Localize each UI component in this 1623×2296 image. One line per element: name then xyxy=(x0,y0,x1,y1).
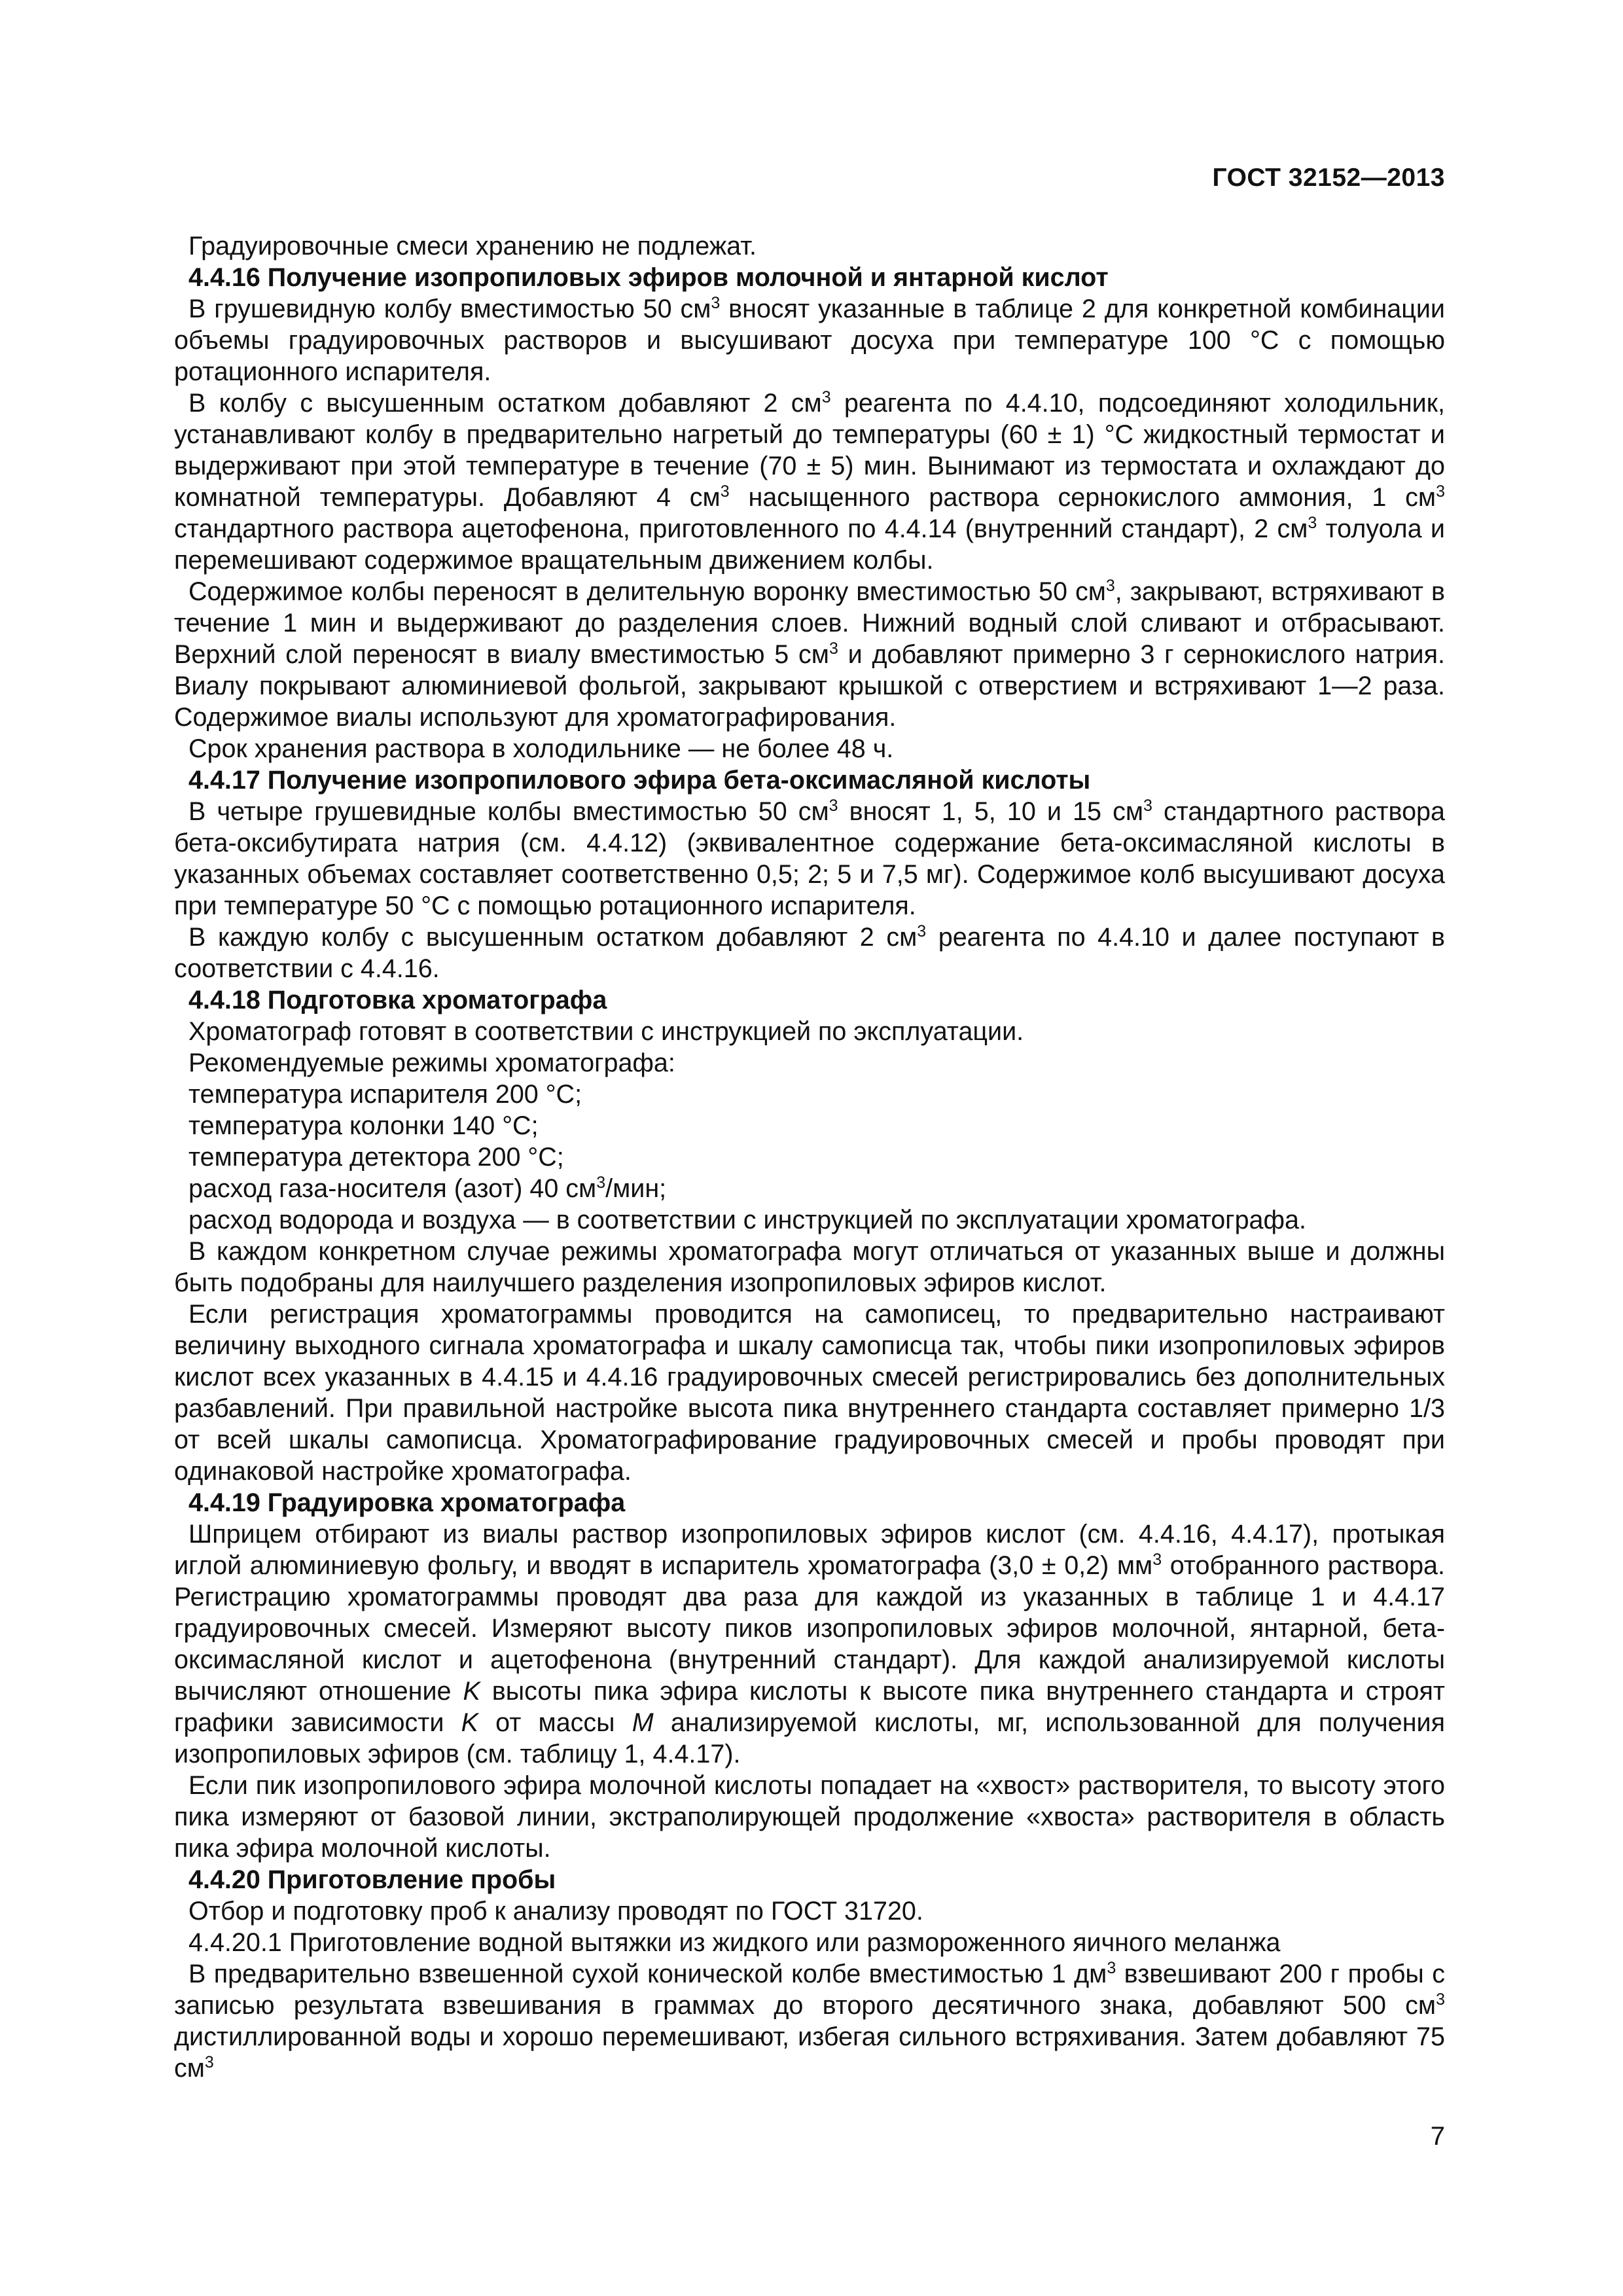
list-item: температура колонки 140 °С; xyxy=(188,1111,539,1140)
section-heading-4-4-20: 4.4.20 Приготовление пробы xyxy=(188,1865,556,1894)
document-body xyxy=(174,230,1445,2084)
paragraph: В грушевидную колбу вместимостью 50 $см^3$ вносят указанные в таблице 2 для конкретной комбинации объемы градуировочных растворов и высушивают досуха при температуре 100 °С с помощью ротационного испарителя. xyxy=(174,293,1446,386)
list-item: температура детектора 200 °С; xyxy=(188,1143,564,1172)
section-heading-4-4-19: 4.4.19 Градуировка хроматографа xyxy=(188,1488,626,1517)
paragraph: Срок хранения раствора в холодильнике — не более 48 ч. xyxy=(188,734,894,763)
paragraph: В каждом конкретном случае режимы хроматографа могут отличаться от указанных выше и должны быть подобраны для наилучшего разделения изопропиловых эфиров кислот. xyxy=(174,1237,1445,1297)
section-heading-4-4-16: 4.4.16 Получение изопропиловых эфиров молочной и янтарной кислот xyxy=(188,263,1109,292)
subsection-heading: 4.4.20.1 Приготовление водной вытяжки из жидкого или размороженного яичного меланжа xyxy=(188,1928,1281,1957)
paragraph: Отбор и подготовку проб к анализу проводят по ГОСТ 31720. xyxy=(188,1897,923,1926)
paragraph: В каждую колбу с высушенным остатком добавляют 2 $см^3$ реагента по 4.4.10 и далее поступают в соответствии с 4.4.16. xyxy=(174,922,1445,983)
paragraph: Если пик изопропилового эфира молочной кислоты попадает на «хвост» растворителя, то высоту этого пика измеряют от базовой линии, экстраполирующей продолжение «хвоста» растворителя в область пика эфира молочной кислоты. xyxy=(174,1771,1445,1863)
section-heading-4-4-18: 4.4.18 Подготовка хроматографа xyxy=(188,986,607,1014)
list-item: температура испарителя 200 °С; xyxy=(188,1080,582,1109)
paragraph: В предварительно взвешенной сухой конической колбе вместимостью 1 $дм^3$ взвешивают 200 г пробы с записью результата взвешивания в граммах до второго десятичного знака, добавляют 500 $см^3$ дистиллированной воды и хорошо перемешивают, избегая сильного встряхивания. Затем добавляют 75 $см^3$ xyxy=(174,1958,1445,2083)
paragraph: В четыре грушевидные колбы вместимостью 50 $см^3$ вносят 1, 5, 10 и 15 $см^3$ стандартного раствора бета-оксибутирата натрия (см. 4.4.12) (эквивалентное содержание бета-оксимасляной кислоты в указанных объемах составляет соответственно 0,5; 2; 5 и 7,5 мг). Содержимое колб высушивают досуха при температуре 50 °С с помощью ротационного испарителя. xyxy=(174,796,1445,920)
list-item: расход водорода и воздуха — в соответствии с инструкцией по эксплуатации хроматографа. xyxy=(188,1206,1306,1234)
paragraph: Хроматограф готовят в соответствии с инструкцией по эксплуатации. xyxy=(188,1017,1024,1046)
paragraph: Шприцем отбирают из виалы раствор изопропиловых эфиров кислот (см. 4.4.16, 4.4.17), протыкая иглой алюминиевую фольгу, и вводят в испаритель хроматографа (3,0 ± 0,2) $мм^3$ отобранного раствора. Регистрацию хроматограммы проводят два раза для каждой из указанных в таблице 1 и 4.4.17 градуировочных смесей. Измеряют высоту пиков изопропиловых эфиров молочной, янтарной, бета-оксимасляной кислот и ацетофенона (внутренний стандарт). Для каждой анализируемой кислоты вычисляют отношение K высоты пика эфира кислоты к высоте пика внутреннего стандарта и строят графики зависимости K от массы M анализируемой кислоты, мг, использованной для получения изопропиловых эфиров (см. таблицу 1, 4.4.17). xyxy=(174,1520,1446,1768)
section-heading-4-4-17: 4.4.17 Получение изопропилового эфира бета-оксимасляной кислоты xyxy=(188,766,1091,795)
paragraph: Рекомендуемые режимы хроматографа: xyxy=(188,1049,675,1077)
paragraph: Градуировочные смеси хранению не подлежат. xyxy=(188,232,757,260)
list-item: расход газа-носителя (азот) 40 $см^3$/мин; xyxy=(188,1173,667,1203)
paragraph: В колбу с высушенным остатком добавляют 2 $см^3$ реагента по 4.4.10, подсоединяют холодильник, устанавливают колбу в предварительно нагретый до температуры (60 ± 1) °С жидкостный термостат и выдерживают при этой температуре в течение (70 ± 5) мин. Вынимают из термостата и охлаждают до комнатной температуры. Добавляют 4 $см^3$ насыщенного раствора сернокислого аммония, 1 $см^3$ стандартного раствора ацетофенона, приготовленного по 4.4.14 (внутренний стандарт), 2 $см^3$ толуола и перемешивают содержимое вращательным движением колбы. xyxy=(174,387,1445,575)
page-number: 7 xyxy=(1430,2122,1445,2151)
paragraph: Если регистрация хроматограммы проводится на самописец, то предварительно настраивают величину выходного сигнала хроматографа и шкалу самописца так, чтобы пики изопропиловых эфиров кислот всех указанных в 4.4.15 и 4.4.16 градуировочных смесей регистрировались без дополнительных разбавлений. При правильной настройке высота пика внутреннего стандарта составляет примерно 1/3 от всей шкалы самописца. Хроматографирование градуировочных смесей и пробы проводят при одинаковой настройке хроматографа. xyxy=(174,1300,1445,1486)
document-code: ГОСТ 32152—2013 xyxy=(1212,164,1445,192)
paragraph: Содержимое колбы переносят в делительную воронку вместимостью 50 $см^3$, закрывают, встряхивают в течение 1 мин и выдерживают до разделения слоев. Нижний водный слой сливают и отбрасывают. Верхний слой переносят в виалу вместимостью 5 $см^3$ и добавляют примерно 3 г сернокислого натрия. Виалу покрывают алюминиевой фольгой, закрывают крышкой с отверстием и встряхивают 1—2 раза. Содержимое виалы используют для хроматографирования. xyxy=(174,576,1445,732)
